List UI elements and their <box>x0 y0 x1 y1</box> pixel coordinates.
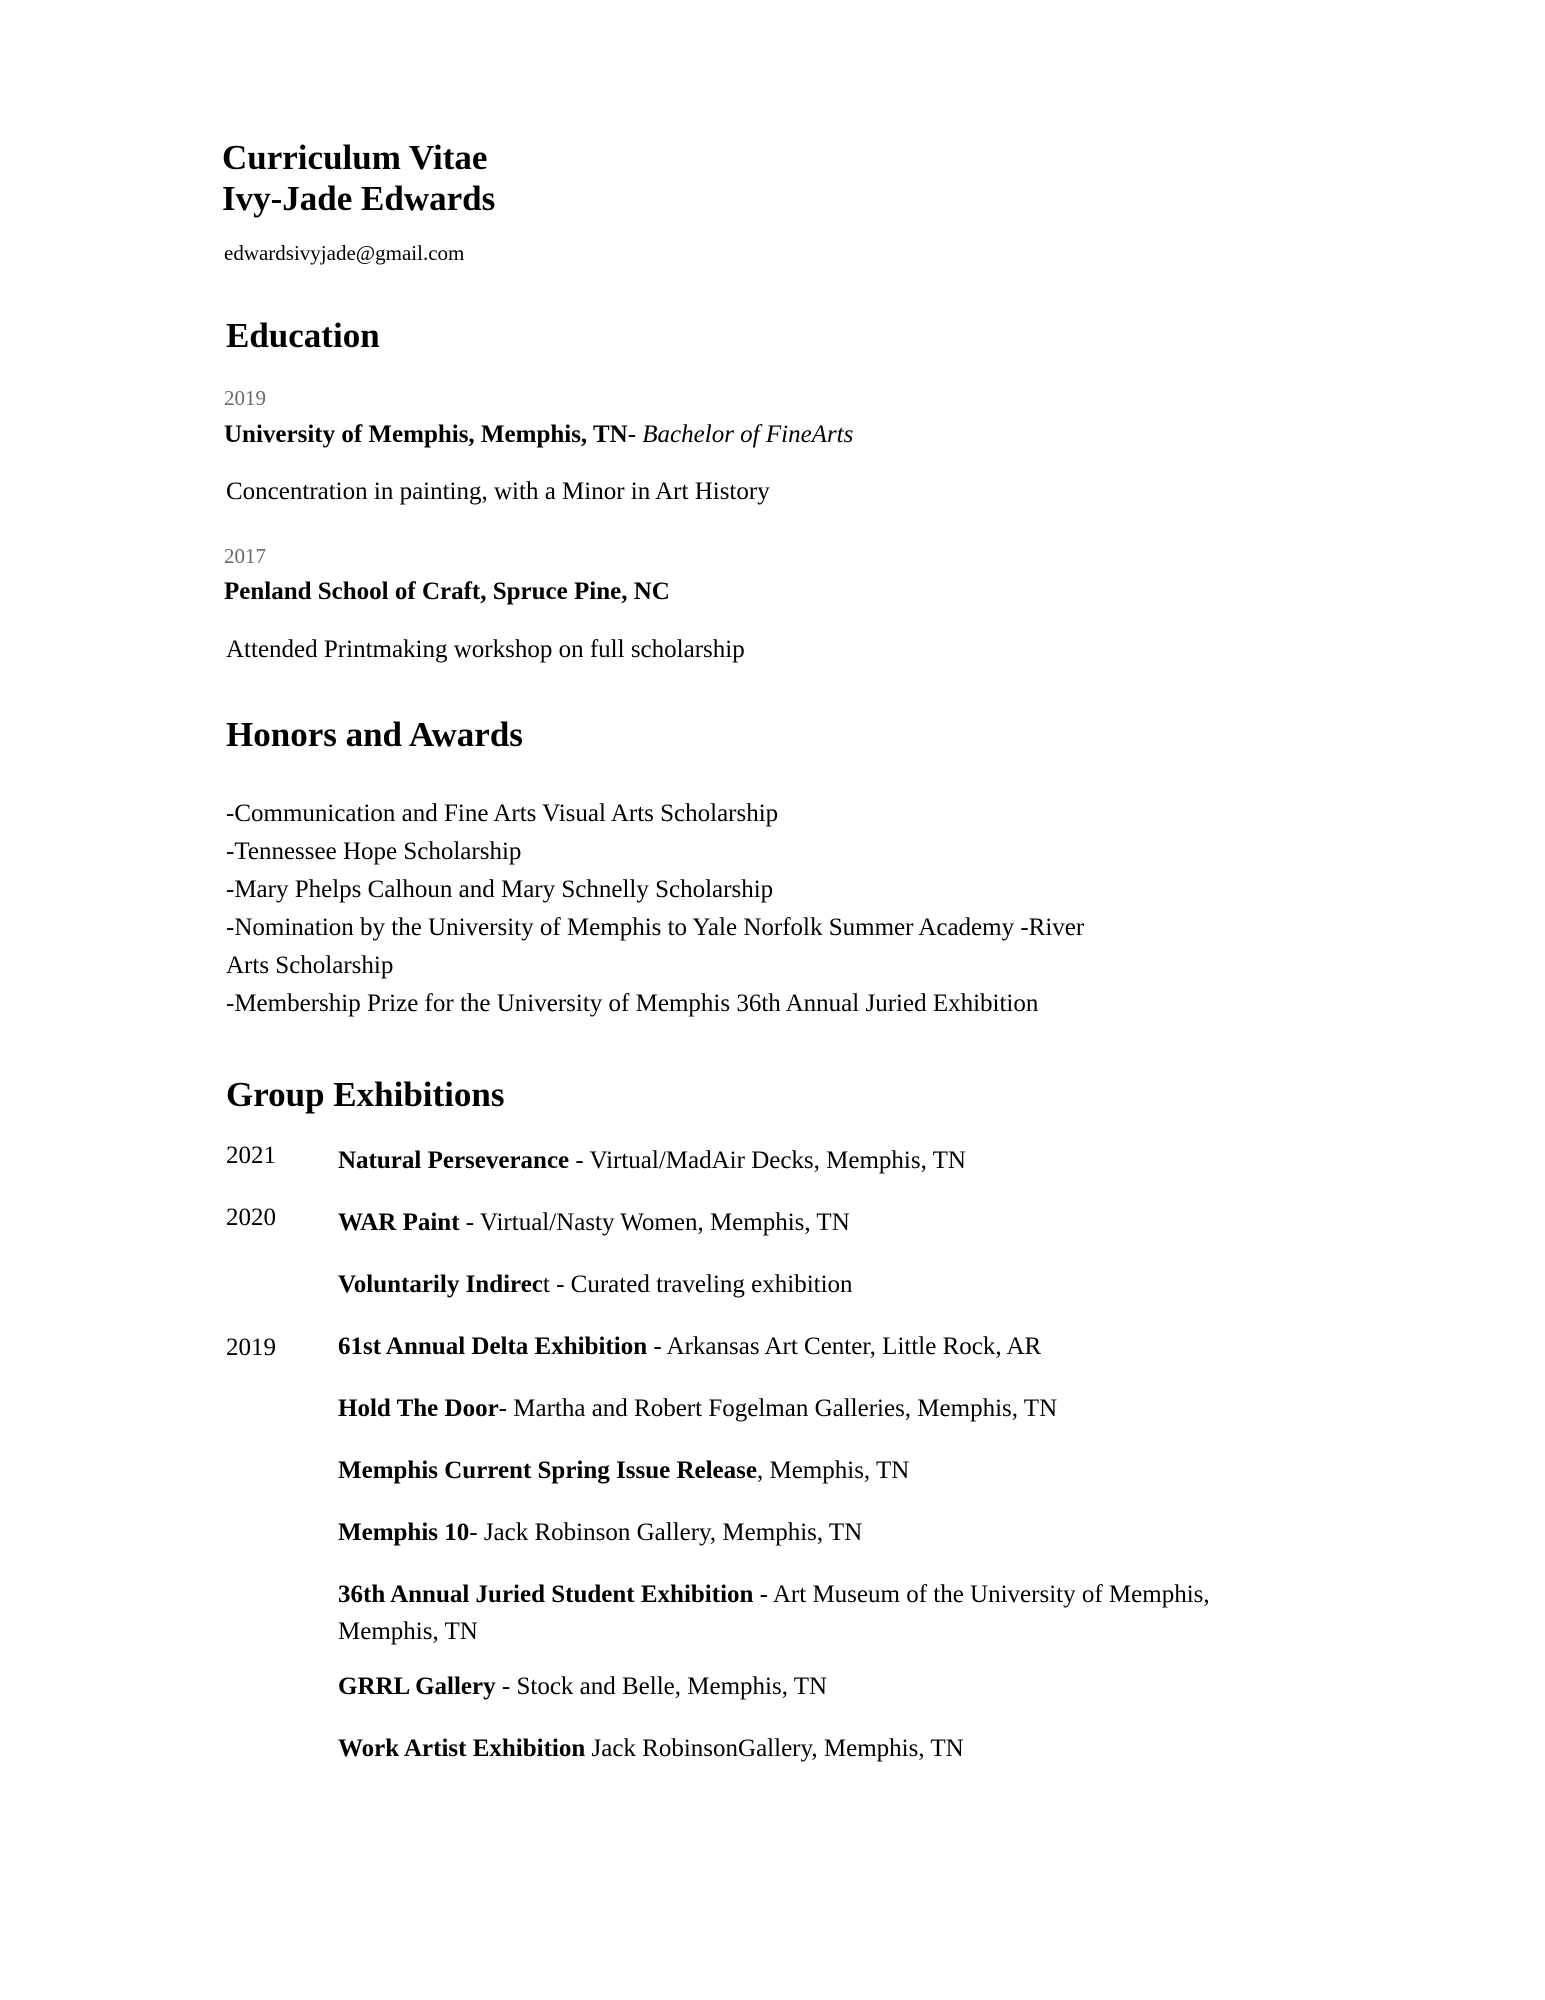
honors-line: -Mary Phelps Calhoun and Mary Schnelly Scholarship <box>226 876 774 903</box>
exhibition-venue: - Martha and Robert Fogelman Galleries, Memphis, TN <box>498 1395 1058 1422</box>
honors-line: -Membership Prize for the University of Memphis 36th Annual Juried Exhibition <box>226 990 1039 1017</box>
education-year: 2019 <box>224 386 266 410</box>
exhibition-entry <box>338 1142 1278 1179</box>
exhibition-entry <box>338 1266 1278 1303</box>
exhibition-title: Natural Perseverance <box>338 1147 570 1174</box>
exhibition-year: 2019 <box>226 1334 276 1361</box>
education-separator: - <box>627 421 643 448</box>
exhibition-year: 2021 <box>226 1142 276 1169</box>
exhibition-venue: , Memphis, TN <box>756 1457 910 1484</box>
person-name: Ivy-Jade Edwards <box>222 179 496 218</box>
exhibition-title: 36th Annual Juried Student Exhibition <box>338 1581 754 1608</box>
education-institution: University of Memphis, Memphis, TN <box>224 421 628 448</box>
exhibition-entry <box>338 1668 1278 1705</box>
document-title: Curriculum Vitae <box>222 138 488 177</box>
exhibition-entry <box>338 1514 1278 1551</box>
exhibition-title: Work Artist Exhibition <box>338 1735 586 1762</box>
exhibition-entry <box>338 1204 1278 1241</box>
education-detail: Concentration in painting, with a Minor in Art History <box>226 478 770 505</box>
honors-list <box>226 795 1176 1023</box>
email-address: edwardsivyjade@gmail.com <box>224 241 465 265</box>
exhibition-title: Voluntarily Indirec <box>338 1271 543 1298</box>
exhibition-entry <box>338 1730 1278 1767</box>
exhibition-entry <box>338 1576 1278 1650</box>
exhibition-entry <box>338 1390 1278 1427</box>
exhibitions-heading: Group Exhibitions <box>226 1075 505 1114</box>
exhibition-venue: t - Curated traveling exhibition <box>542 1271 853 1298</box>
exhibition-title: Memphis 10 <box>338 1519 470 1546</box>
education-degree: Bachelor of FineArts <box>642 421 854 448</box>
exhibition-venue: - Jack Robinson Gallery, Memphis, TN <box>469 1519 863 1546</box>
exhibition-title: WAR Paint <box>338 1209 460 1236</box>
exhibition-title: Memphis Current Spring Issue Release <box>338 1457 757 1484</box>
exhibition-entry <box>338 1452 1278 1489</box>
exhibition-venue: - Virtual/Nasty Women, Memphis, TN <box>459 1209 850 1236</box>
education-detail: Attended Printmaking workshop on full scholarship <box>226 636 745 663</box>
honors-line: -Tennessee Hope Scholarship <box>226 838 522 865</box>
exhibition-title: 61st Annual Delta Exhibition <box>338 1333 648 1360</box>
honors-line: -Nomination by the University of Memphis to Yale Norfolk Summer Academy -River <box>226 914 1085 941</box>
honors-line: -Communication and Fine Arts Visual Arts Scholarship <box>226 800 779 827</box>
education-year: 2017 <box>224 544 266 568</box>
exhibition-title: GRRL Gallery <box>338 1673 496 1700</box>
exhibition-venue: - Stock and Belle, Memphis, TN <box>495 1673 828 1700</box>
exhibition-venue: - Arkansas Art Center, Little Rock, AR <box>647 1333 1042 1360</box>
exhibition-venue: Jack RobinsonGallery, Memphis, TN <box>585 1735 964 1762</box>
exhibition-title: Hold The Door <box>338 1395 499 1422</box>
honors-heading: Honors and Awards <box>226 715 523 754</box>
education-institution-line <box>224 421 853 449</box>
exhibition-venue: - Virtual/MadAir Decks, Memphis, TN <box>569 1147 966 1174</box>
exhibition-entry <box>338 1328 1278 1365</box>
honors-line: Arts Scholarship <box>226 952 394 979</box>
exhibition-venue: - Art Museum of the University of Memphis, Memphis, TN <box>338 1581 1210 1645</box>
education-institution: Penland School of Craft, Spruce Pine, NC <box>224 578 670 605</box>
education-heading: Education <box>226 316 380 355</box>
exhibition-year: 2020 <box>226 1204 276 1231</box>
